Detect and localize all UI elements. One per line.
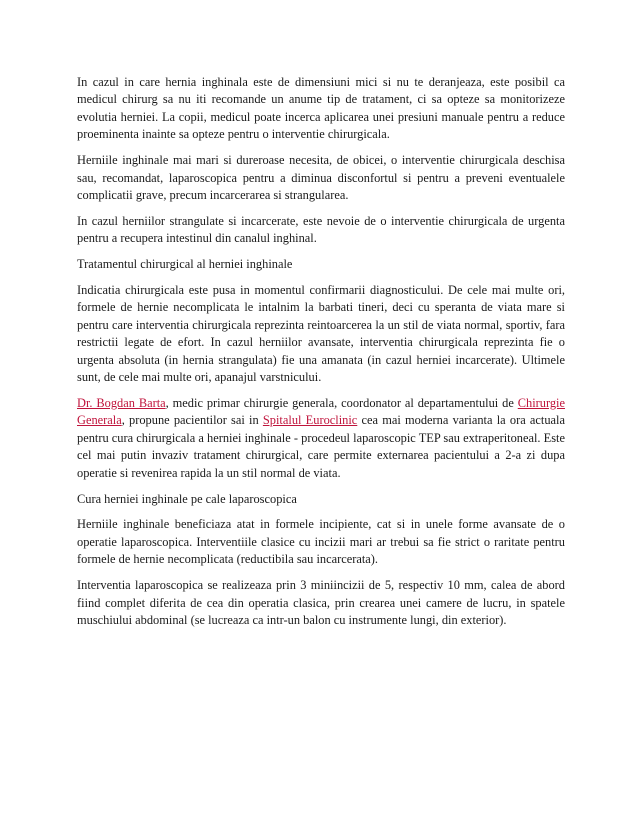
paragraph-doctor bbox=[77, 395, 565, 482]
paragraph-strangulated: In cazul herniilor strangulate si incarcerate, este nevoie de o interventie chirurgicala de urgenta pentru a recupera intestinul din canalul inghinal. bbox=[77, 213, 565, 246]
department-link[interactable]: Chirurgie Generala bbox=[77, 396, 565, 428]
paragraph-intro: In cazul in care hernia inghinala este de dimensiuni mici si nu te deranjeaza, este posibil ca medicul chirurg sa nu iti recomande un anume tip de tratament, ci sa opteze sa monitorizeze evolutia herniei. La copii, medicul poate incerca aplicarea unei presiuni manuale pentru a reduce proeminenta inainte sa opteze pentru o interventie chirurgicala. bbox=[77, 75, 565, 142]
hospital-link[interactable]: Spitalul Euroclinic bbox=[262, 413, 358, 428]
paragraph-doctor-text-1: , medic primar chirurgie generala, coordonator al departamentului de bbox=[165, 396, 518, 410]
section-heading-laparoscopic: Cura herniei inghinale pe cale laparoscopica bbox=[77, 491, 297, 506]
paragraph-benefits: Herniile inghinale beneficiaza atat in formele incipiente, cat si in unele forme avansate de o operatie laparoscopica. Interventiile clasice cu incizii mari ar trebui sa fie strict o raritate pentru formele de hernie necomplicata (reductibila sau incarcerata). bbox=[77, 517, 565, 567]
paragraph-doctor-text-3: cea mai moderna varianta la ora actuala pentru cura chirurgicala a herniei inghinale - procedeul laparoscopic TEP sau extraperitoneal. Este cel mai putin invaziv tratament chirurgical, care permite externarea pacientului a 2-a zi dupa operatie si revenirea rapida la un stil normal de viata. bbox=[77, 413, 566, 480]
paragraph-doctor-text-2: , propune pacientilor sai in bbox=[121, 413, 263, 428]
paragraph-large-hernias: Herniile inghinale mai mari si dureroase necesita, de obicei, o interventie chirurgicala deschisa sau, recomandat, laparoscopica pentru a diminua disconfortul si pentru a preveni eventualele complicatii grave, precum incarcerarea si strangularea. bbox=[77, 153, 565, 202]
doctor-link[interactable]: Dr. Bogdan Barta bbox=[77, 396, 166, 410]
document-page bbox=[77, 74, 565, 638]
paragraph-indication: Indicatia chirurgicala este pusa in momentul confirmarii diagnosticului. De cele mai multe ori, formele de hernie necomplicata le intalnim la barbati tineri, deci cu speranta de viata mare si pentru care interventia chirurgicala reprezinta reintoarcerea la un stil de viata normal, sportiv, fara restrictii legate de efort. In cazul herniilor avansate, interventia chirurgicala reprezinta fie o urgenta absoluta (in hernia strangulata) fie una amanata (in cazul herniei incarcerate). Ultimele sunt, de cele mai multe ori, apanajul varstnicului. bbox=[77, 283, 565, 385]
paragraph-procedure: Interventia laparoscopica se realizeaza prin 3 miniincizii de 5, respectiv 10 mm, calea de abord fiind complet diferita de cea din operatia clasica, prin crearea unei camere de lucru, in spatele muschiului abdominal (se lucreaza ca intr-un balon cu instrumente lungi, din exterior). bbox=[77, 578, 565, 627]
section-heading-surgical-treatment: Tratamentul chirurgical al herniei inghinale bbox=[77, 257, 293, 272]
